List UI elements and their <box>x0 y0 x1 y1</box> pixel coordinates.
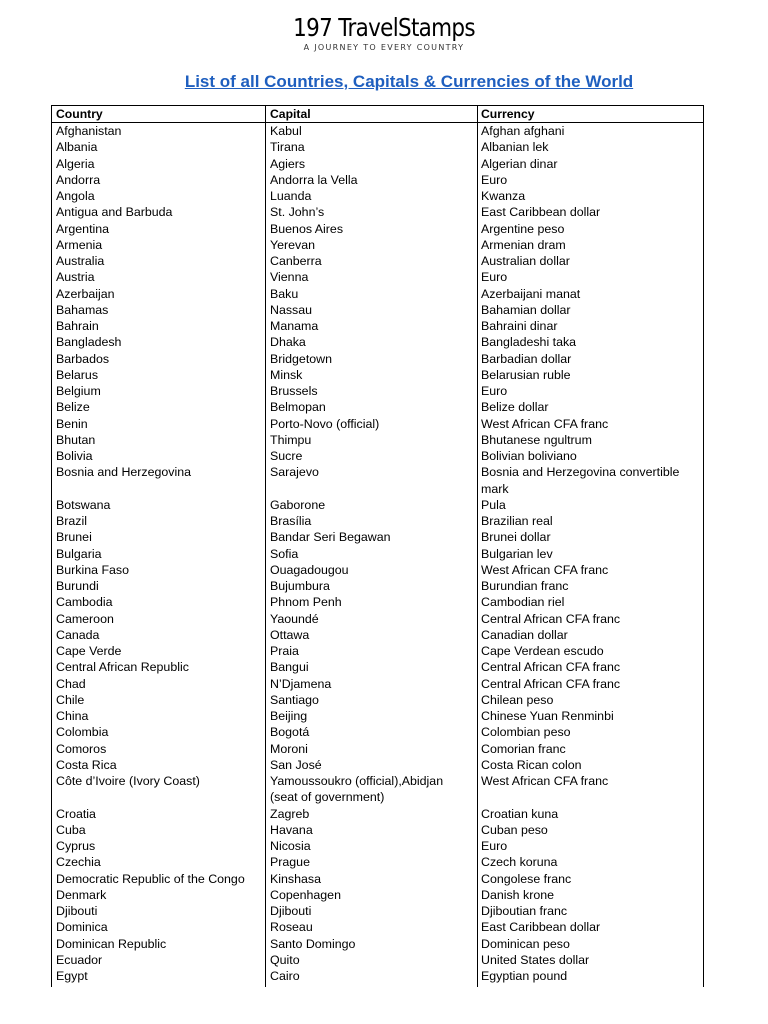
country-cell: Barbados <box>56 351 110 366</box>
country-cell: Belarus <box>56 367 99 382</box>
table-row <box>52 562 703 578</box>
country-cell: Andorra <box>56 172 101 187</box>
country-cell: Central African Republic <box>56 660 189 675</box>
capital-cell: Baku <box>270 286 299 301</box>
capital-cell: Bangui <box>270 660 309 675</box>
capital-cell: Santo Domingo <box>270 936 356 951</box>
currency-cell: East Caribbean dollar <box>481 205 601 220</box>
country-cell: Azerbaijan <box>56 286 115 301</box>
capital-cell: Bandar Seri Begawan <box>270 530 391 545</box>
capital-cell: Agiers <box>270 156 306 171</box>
country-cell: China <box>56 709 89 723</box>
table-row <box>52 318 703 334</box>
currency-cell: Canadian dollar <box>481 627 568 642</box>
capital-cell: Belmopan <box>270 400 326 415</box>
capital-cell: Sofia <box>270 546 299 561</box>
capital-cell: Nassau <box>270 302 313 317</box>
currency-cell: Comorian franc <box>481 741 566 756</box>
currency-cell: Bosnia and Herzegovina convertible mark <box>481 465 680 496</box>
country-cell: Bhutan <box>56 432 96 447</box>
table-row <box>52 416 703 432</box>
brand-logo <box>0 14 768 53</box>
table-row <box>52 643 703 659</box>
currency-cell: Bahraini dinar <box>481 319 558 333</box>
table-row <box>52 513 703 529</box>
capital-cell: Nicosia <box>270 839 311 853</box>
table-row <box>52 237 703 253</box>
country-cell: Dominican Republic <box>56 936 167 951</box>
table-row <box>52 188 703 204</box>
table-row <box>52 659 703 675</box>
capital-cell: Yamoussoukro (official),Abidjan (seat of government) <box>270 774 444 805</box>
capital-cell: Brussels <box>270 384 318 398</box>
capital-cell: Phnom Penh <box>270 595 342 610</box>
currency-cell: Congolese franc <box>481 871 572 886</box>
country-cell: Denmark <box>56 887 107 902</box>
capital-cell: San José <box>270 757 322 772</box>
currency-cell: Colombian peso <box>481 725 571 740</box>
table-row <box>52 627 703 643</box>
country-cell: Afghanistan <box>56 124 122 138</box>
capital-cell: Buenos Aires <box>270 221 344 236</box>
capital-cell: Bujumbura <box>270 579 330 593</box>
capital-cell: Bridgetown <box>270 351 332 366</box>
country-cell: Bolivia <box>56 449 93 463</box>
currency-cell: Dominican peso <box>481 936 570 951</box>
country-cell: Burundi <box>56 579 99 593</box>
table-row <box>52 464 703 497</box>
table-row <box>52 399 703 415</box>
capital-cell: Moroni <box>270 741 308 756</box>
country-cell: Dominica <box>56 920 108 935</box>
currency-cell: Belarusian ruble <box>481 367 571 382</box>
country-cell: Canada <box>56 627 100 642</box>
table-row <box>52 253 703 269</box>
capital-cell: Tirana <box>270 140 305 155</box>
capital-cell: Thimpu <box>270 432 312 447</box>
country-cell: Cameroon <box>56 611 114 626</box>
table-row <box>52 578 703 594</box>
capital-cell: Ottawa <box>270 627 310 642</box>
capital-cell: Andorra la Vella <box>270 172 358 187</box>
table-row <box>52 676 703 692</box>
country-cell: Brunei <box>56 530 92 545</box>
capital-cell: Kabul <box>270 124 302 138</box>
capital-cell: Minsk <box>270 367 303 382</box>
table-row <box>52 887 703 903</box>
currency-cell: Armenian dram <box>481 237 566 252</box>
table-row <box>52 773 703 806</box>
table-row <box>52 221 703 237</box>
currency-cell: Chilean peso <box>481 692 554 707</box>
capital-cell: Porto-Novo (official) <box>270 416 380 431</box>
currency-cell: Brazilian real <box>481 514 553 528</box>
capital-cell: Sarajevo <box>270 465 319 480</box>
country-cell: Democratic Republic of the Congo <box>56 871 245 886</box>
country-cell: Angola <box>56 189 95 203</box>
country-cell: Argentina <box>56 221 110 236</box>
capital-cell: Ouagadougou <box>270 562 349 577</box>
currency-cell: Euro <box>481 270 508 285</box>
capital-cell: Manama <box>270 319 319 333</box>
table-row <box>52 854 703 870</box>
table-row <box>52 529 703 545</box>
currency-cell: Costa Rican colon <box>481 757 582 772</box>
country-cell: Armenia <box>56 237 103 252</box>
table-row <box>52 448 703 464</box>
currency-cell: Czech koruna <box>481 855 558 870</box>
country-cell: Benin <box>56 416 88 431</box>
currency-cell: United States dollar <box>481 952 590 967</box>
capital-cell: Santiago <box>270 692 319 707</box>
table-row <box>52 952 703 968</box>
capital-cell: St. John’s <box>270 205 325 220</box>
currency-cell: West African CFA franc <box>481 416 609 431</box>
country-cell: Djibouti <box>56 904 98 918</box>
table-row <box>52 903 703 919</box>
country-cell: Bangladesh <box>56 335 122 350</box>
country-cell: Côte d’Ivoire (Ivory Coast) <box>56 774 200 788</box>
table-row <box>52 123 703 139</box>
country-cell: Chile <box>56 692 85 707</box>
table-row <box>52 351 703 367</box>
table-row <box>52 741 703 757</box>
capital-cell: Yaoundé <box>270 611 319 626</box>
currency-cell: East Caribbean dollar <box>481 920 601 935</box>
currency-cell: Burundian franc <box>481 579 569 593</box>
table-row <box>52 432 703 448</box>
header-capital: Capital <box>270 107 311 121</box>
capital-cell: Copenhagen <box>270 887 341 902</box>
currency-cell: Bahamian dollar <box>481 302 571 317</box>
table-row <box>52 594 703 610</box>
capital-cell: Kinshasa <box>270 871 321 886</box>
table-row <box>52 367 703 383</box>
country-cell: Brazil <box>56 514 87 528</box>
currency-cell: West African CFA franc <box>481 562 609 577</box>
currency-cell: Euro <box>481 839 508 853</box>
capital-cell: Sucre <box>270 449 303 463</box>
country-cell: Austria <box>56 270 95 285</box>
countries-table <box>51 105 704 987</box>
capital-cell: Yerevan <box>270 237 316 252</box>
currency-cell: Egyptian pound <box>481 969 568 983</box>
country-cell: Comoros <box>56 741 107 756</box>
currency-cell: Azerbaijani manat <box>481 286 581 301</box>
currency-cell: Central African CFA franc <box>481 611 621 626</box>
country-cell: Cuba <box>56 822 86 837</box>
table-row <box>52 806 703 822</box>
country-cell: Burkina Faso <box>56 562 130 577</box>
brand-tagline: A JOURNEY TO EVERY COUNTRY <box>303 43 465 52</box>
currency-cell: Danish krone <box>481 887 555 902</box>
country-cell: Bahrain <box>56 319 99 333</box>
table-row <box>52 936 703 952</box>
country-cell: Cape Verde <box>56 644 122 658</box>
capital-cell: Djibouti <box>270 904 312 918</box>
header-currency: Currency <box>481 107 535 121</box>
table-row <box>52 822 703 838</box>
capital-cell: Bogotá <box>270 725 310 740</box>
capital-cell: N’Djamena <box>270 676 332 691</box>
document-title[interactable]: List of all Countries, Capitals & Currencies of the World <box>184 72 634 91</box>
country-cell: Albania <box>56 140 98 155</box>
capital-cell: Gaborone <box>270 497 326 512</box>
capital-cell: Luanda <box>270 189 312 203</box>
capital-cell: Beijing <box>270 709 308 723</box>
capital-cell: Zagreb <box>270 806 310 821</box>
currency-cell: Barbadian dollar <box>481 351 572 366</box>
table-row <box>52 838 703 854</box>
capital-cell: Vienna <box>270 270 309 285</box>
table-row <box>52 611 703 627</box>
currency-cell: Bulgarian lev <box>481 546 553 561</box>
country-cell: Antigua and Barbuda <box>56 205 173 220</box>
currency-cell: Bolivian boliviano <box>481 449 577 463</box>
country-cell: Colombia <box>56 725 109 740</box>
header-country: Country <box>56 107 103 121</box>
country-cell: Egypt <box>56 969 88 983</box>
table-row <box>52 302 703 318</box>
table-row <box>52 724 703 740</box>
country-cell: Algeria <box>56 156 95 171</box>
country-cell: Ecuador <box>56 952 103 967</box>
currency-cell: Cape Verdean escudo <box>481 644 604 658</box>
table-row <box>52 286 703 302</box>
currency-cell: Brunei dollar <box>481 530 551 545</box>
table-row <box>52 871 703 887</box>
table-row <box>52 172 703 188</box>
currency-cell: Djiboutian franc <box>481 904 568 918</box>
country-cell: Australia <box>56 254 105 268</box>
country-cell: Croatia <box>56 806 96 821</box>
country-cell: Bahamas <box>56 302 109 317</box>
capital-cell: Praia <box>270 644 299 658</box>
country-cell: Bosnia and Herzegovina <box>56 465 192 480</box>
country-cell: Chad <box>56 676 86 691</box>
table-header-row <box>52 106 703 123</box>
table-row <box>52 269 703 285</box>
currency-cell: Central African CFA franc <box>481 676 621 691</box>
capital-cell: Dhaka <box>270 335 306 350</box>
currency-cell: Albanian lek <box>481 140 549 155</box>
table-row <box>52 383 703 399</box>
table-body <box>52 123 703 984</box>
currency-cell: Afghan afghani <box>481 124 565 138</box>
table-row <box>52 156 703 172</box>
country-cell: Cambodia <box>56 595 113 610</box>
currency-cell: West African CFA franc <box>481 774 609 788</box>
brand-name: 197 TravelStamps <box>293 13 475 42</box>
country-cell: Costa Rica <box>56 757 117 772</box>
country-cell: Cyprus <box>56 839 96 853</box>
table-row <box>52 497 703 513</box>
currency-cell: Euro <box>481 384 508 398</box>
capital-cell: Prague <box>270 855 310 870</box>
country-cell: Belize <box>56 400 90 415</box>
currency-cell: Argentine peso <box>481 221 565 236</box>
capital-cell: Brasília <box>270 514 312 528</box>
capital-cell: Havana <box>270 822 313 837</box>
currency-cell: Euro <box>481 172 508 187</box>
currency-cell: Croatian kuna <box>481 806 559 821</box>
country-cell: Bulgaria <box>56 546 102 561</box>
currency-cell: Australian dollar <box>481 254 570 268</box>
currency-cell: Cambodian riel <box>481 595 565 610</box>
table-row <box>52 708 703 724</box>
capital-cell: Cairo <box>270 969 300 983</box>
currency-cell: Belize dollar <box>481 400 549 415</box>
currency-cell: Chinese Yuan Renminbi <box>481 709 614 723</box>
table-row <box>52 334 703 350</box>
table-row <box>52 139 703 155</box>
capital-cell: Canberra <box>270 254 322 268</box>
currency-cell: Algerian dinar <box>481 156 558 171</box>
capital-cell: Roseau <box>270 920 313 935</box>
table-row <box>52 919 703 935</box>
table-row <box>52 204 703 220</box>
currency-cell: Pula <box>481 497 506 512</box>
table-row <box>52 692 703 708</box>
currency-cell: Bhutanese ngultrum <box>481 432 592 447</box>
currency-cell: Bangladeshi taka <box>481 335 577 350</box>
table-row <box>52 546 703 562</box>
country-cell: Belgium <box>56 384 101 398</box>
currency-cell: Cuban peso <box>481 822 548 837</box>
currency-cell: Kwanza <box>481 189 526 203</box>
table-row <box>52 757 703 773</box>
currency-cell: Central African CFA franc <box>481 660 621 675</box>
country-cell: Czechia <box>56 855 101 870</box>
table-row <box>52 968 703 984</box>
country-cell: Botswana <box>56 497 111 512</box>
capital-cell: Quito <box>270 952 300 967</box>
